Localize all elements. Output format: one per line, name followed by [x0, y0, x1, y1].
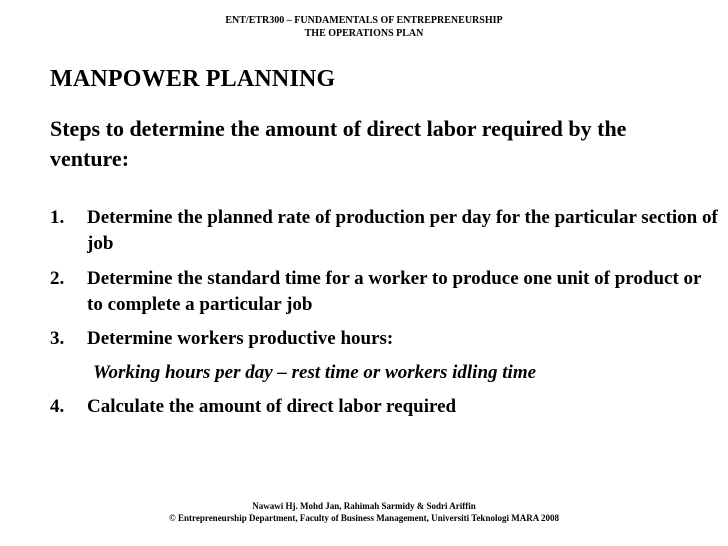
step-text: Determine the standard time for a worker to produce one unit of product or to complete a particular job — [87, 268, 702, 315]
step-text: Determine workers productive hours: — [87, 328, 394, 349]
slide-footer — [0, 500, 728, 524]
intro-text: Steps to determine the amount of direct labor required by the venture: — [50, 116, 627, 171]
course-title: ENT/ETR300 – FUNDAMENTALS OF ENTREPRENEURSHIP — [225, 15, 503, 26]
step-number: 4. — [50, 396, 65, 417]
step-item — [50, 394, 720, 420]
slide-header — [0, 14, 728, 40]
steps-list — [50, 205, 720, 420]
copyright: © Entrepreneurship Department, Faculty of Business Management, Universiti Teknologi MARA 2008 — [169, 513, 559, 523]
step-number: 3. — [50, 328, 65, 349]
step-item — [50, 266, 720, 318]
formula-text: Working hours per day – rest time or workers idling time — [93, 362, 537, 383]
step-number: 1. — [50, 207, 65, 228]
step-text: Determine the planned rate of production per day for the particular section of job — [87, 207, 718, 254]
step-number: 2. — [50, 268, 65, 289]
chapter-title: THE OPERATIONS PLAN — [304, 28, 424, 39]
step-text: Calculate the amount of direct labor required — [87, 396, 457, 417]
slide-title: MANPOWER PLANNING — [50, 66, 336, 92]
authors: Nawawi Hj. Mohd Jan, Rahimah Sarmidy & Sodri Ariffin — [252, 501, 476, 511]
step-item — [50, 205, 720, 257]
step-item — [50, 326, 720, 352]
